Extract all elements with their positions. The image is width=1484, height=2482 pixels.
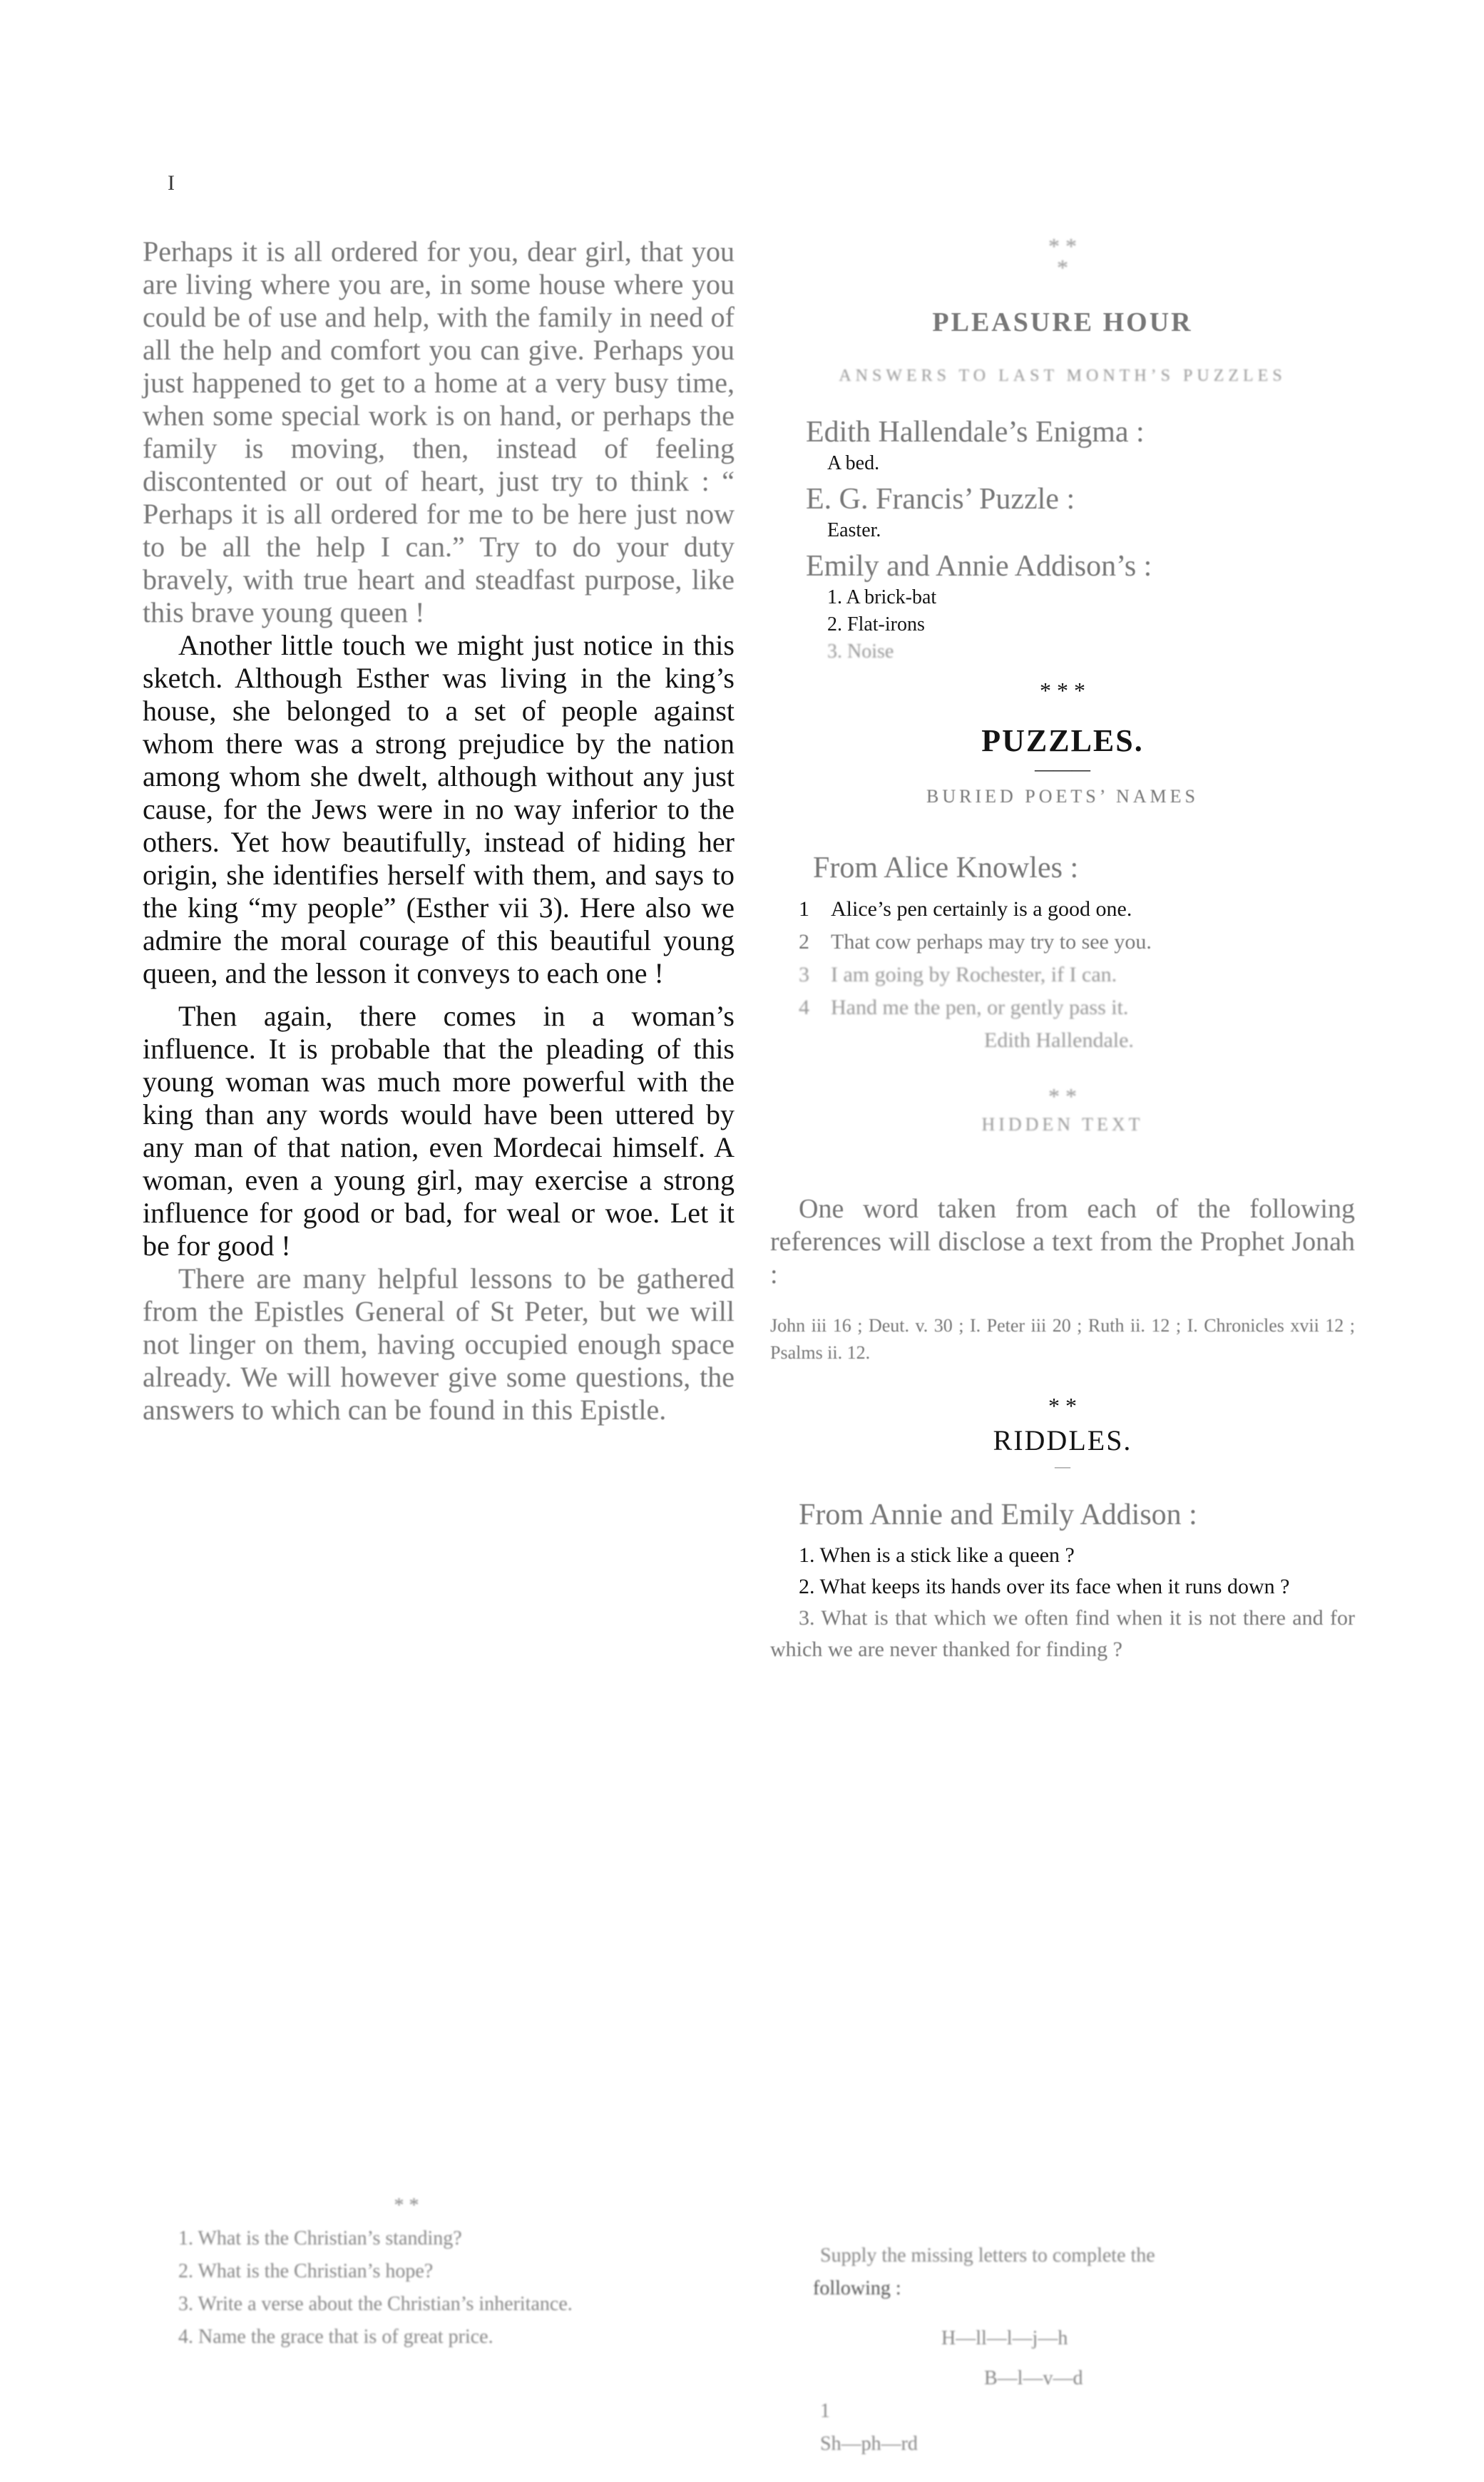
question-line-1: 1. What is the Christian’s standing?: [178, 2227, 462, 2249]
riddle-1: 1. When is a stick like a queen ?: [799, 1543, 1075, 1567]
fragment-line-1: Supply the missing letters to complete the: [820, 2244, 1155, 2267]
answer-lead-1: Edith Hallendale’s Enigma :: [806, 416, 1145, 449]
hidden-text-instructions: One word taken from each of the following references will disclose a text from the Prophet Jonah :: [770, 1194, 1355, 1289]
riddles-list: [770, 1540, 1355, 1665]
separator-stars-2: * *: [1048, 1083, 1077, 1109]
riddles-lead: From Annie and Emily Addison :: [799, 1498, 1197, 1531]
answer-line-3c: 3. Noise: [827, 640, 894, 663]
separator-stars-top: * *: [1048, 233, 1077, 259]
buried-item-2: 2 That cow perhaps may try to see you.: [799, 930, 1152, 954]
body-paragraph-3: Then again, there comes in a woman’s influence. It is probable that the pleading of this young woman was much more powerful with the king than any words would have been uttered by any man of that nation, even Mordecai himself. A woman, even a young girl, may exercise a strong influence for good or bad, for weal or woe. Let it be for good !: [143, 1000, 735, 1262]
buried-list: [770, 893, 1355, 1057]
buried-item-1: 1 Alice’s pen certainly is a good one.: [799, 897, 1132, 921]
buried-item-4: 4 Hand me the pen, or gently pass it.: [799, 996, 1129, 1019]
answers-list: [770, 414, 1355, 665]
right-bottom-fragments: [799, 2240, 1355, 2461]
hidden-text-subtitle: HIDDEN TEXT: [981, 1114, 1144, 1135]
right-column: [770, 235, 1355, 1665]
page-number-mark: I: [168, 171, 175, 195]
fragment-line-3: H—ll—l—j—h: [941, 2327, 1068, 2349]
separator-stars-3: * *: [1048, 1393, 1077, 1419]
answer-line-2: Easter.: [827, 519, 881, 541]
question-line-3: 3. Write a verse about the Christian’s inheritance.: [178, 2293, 573, 2315]
riddles-rule: —: [1055, 1457, 1070, 1475]
body-paragraph-4: There are many helpful lessons to be gathered from the Epistles General of St Peter, but we will not linger on them, having occupied enough space already. We will however give some questions, the answers to which can be found in this Epistle.: [143, 1262, 735, 1426]
puzzles-subtitle: BURIED POETS’ NAMES: [926, 786, 1199, 807]
hidden-text-references: John iii 16 ; Deut. v. 30 ; I. Peter iii 20 ; Ruth ii. 12 ; I. Chronicles xvii 12 ; Psalms ii. 12.: [770, 1315, 1355, 1363]
fragment-line-4: B—l—v—d: [984, 2367, 1083, 2389]
answer-lead-2: E. G. Francis’ Puzzle :: [806, 483, 1075, 516]
question-line-2: 2. What is the Christian’s hope?: [178, 2260, 434, 2282]
riddle-2: 2. What keeps its hands over its face when it runs down ?: [799, 1575, 1290, 1598]
answer-line-1: A bed.: [827, 452, 880, 474]
buried-contributor: Edith Hallendale.: [984, 1028, 1134, 1052]
separator-stars: * *: [394, 2195, 419, 2217]
left-bottom-questions: [178, 2190, 635, 2354]
separator-stars-1: * * *: [1040, 678, 1085, 703]
puzzles-title: PUZZLES.: [981, 723, 1144, 758]
body-paragraph-1: Perhaps it is all ordered for you, dear girl, that you are living where you are, in some house where you could be of use and help, with the family in need of all the help and comfort you can give. Perhaps you just happened to get to a home at a very busy time, when some special work is on hand, or perhaps the family is moving, then, instead of feeling discontented or out of heart, just try to think : “ Perhaps it is all ordered for me to be here just now to be all the help I can.” Try to do your duty bravely, with true heart and steadfast purpose, like this brave young queen !: [143, 235, 735, 628]
fragment-line-2: following :: [813, 2277, 901, 2299]
puzzles-rule: ———: [1035, 759, 1090, 780]
fragment-line-6: Sh—ph—rd: [820, 2433, 918, 2455]
section-subheading: ANSWERS TO LAST MONTH’S PUZZLES: [839, 367, 1286, 385]
buried-item-3: 3 I am going by Rochester, if I can.: [799, 963, 1117, 986]
answer-line-3a: 1. A brick-bat: [827, 586, 937, 608]
question-line-4: 4. Name the grace that is of great price.: [178, 2326, 493, 2348]
answer-lead-3: Emily and Annie Addison’s :: [806, 550, 1152, 583]
answer-line-3b: 2. Flat-irons: [827, 613, 925, 635]
riddle-3: 3. What is that which we often find when it is not there and for which we are never thanked for finding ?: [770, 1606, 1355, 1661]
separator-star-top: *: [1057, 255, 1068, 280]
section-heading: PLEASURE HOUR: [932, 307, 1193, 337]
body-paragraph-2: Another little touch we might just notice in this sketch. Although Esther was living in the king’s house, she belonged to a set of people against whom there was a strong prejudice by the nation among whom she dwelt, although without any just cause, for the Jews were in no way inferior to the others. Yet how beautifully, instead of hiding her origin, she identifies herself with them, and says to the king “my people” (Esther vii 3). Here also we admire the moral courage of this beautiful young queen, and the lesson it conveys to each one !: [143, 629, 735, 989]
left-column: [143, 235, 735, 1426]
fragment-line-5: 1: [820, 2400, 830, 2422]
buried-lead: From Alice Knowles :: [813, 852, 1079, 884]
riddles-title: RIDDLES.: [993, 1424, 1132, 1456]
